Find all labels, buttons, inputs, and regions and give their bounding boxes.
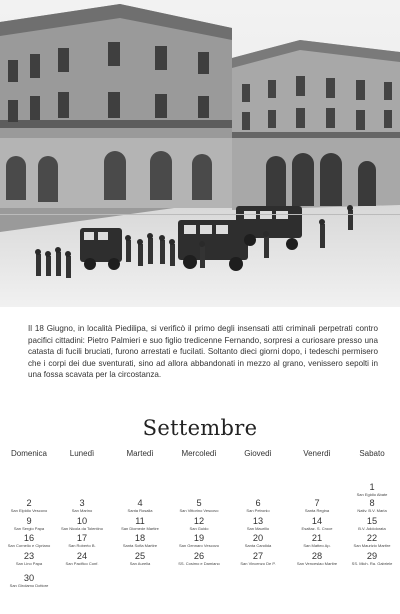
calendar-day	[53, 516, 111, 531]
calendar-day	[288, 533, 346, 548]
photo-caption: Il 18 Giugno, in località Piedilipa, si verificò il primo degli insensati atti criminali perpetrati contro pacifici cittadini: Pietro Palmieri e suo figlio tredicenne Fernando, sorpresi a curiosare presso una catasta di fucili bruciati, furono arrestati e fucilati. Soltanto dieci giorni dopo, i tedeschi permisero che i corpi dei due sventurati, sino ad allora abbandonati in mezzo al grano, venissero sepolti in una fossa scavata per la circostanza.	[28, 324, 378, 380]
saint-name: San Maurizio Martire	[353, 543, 391, 548]
day-number: 4	[137, 498, 143, 508]
saint-name: San Nicola da Tolentino	[61, 526, 103, 531]
saint-name: Santa Regina	[304, 508, 330, 513]
day-number: 8	[369, 498, 375, 508]
saint-name: San Matteo Ap.	[303, 543, 331, 548]
saint-name: San Gennaro Vescovo	[178, 543, 220, 548]
calendar-day	[229, 498, 287, 513]
day-number: 2	[26, 498, 32, 508]
day-number: 25	[134, 551, 146, 561]
saint-name: B.V. Addolorata	[358, 526, 386, 531]
saint-name: San Sergio Papa	[13, 526, 45, 531]
saint-name: Esaltaz. S. Croce	[301, 526, 333, 531]
saint-name: San Elpidio Vescovo	[10, 508, 48, 513]
calendar-day	[288, 516, 346, 531]
day-number: 6	[255, 498, 261, 508]
weekday-header	[0, 449, 400, 463]
day-number: 1	[369, 482, 375, 492]
day-number: 16	[23, 533, 35, 543]
calendar-day	[111, 498, 169, 513]
day-number: 7	[314, 498, 320, 508]
saint-name: San Petronio	[246, 508, 270, 513]
day-number: 5	[196, 498, 202, 508]
calendar-day	[53, 498, 111, 513]
day-number: 15	[366, 516, 378, 526]
saint-name: SS. Mich. Ra. Gabriele	[351, 561, 393, 566]
day-number: 9	[26, 516, 32, 526]
day-number: 19	[193, 533, 205, 543]
saint-name: SS. Cosimo e Damiano	[178, 561, 220, 566]
day-number: 12	[193, 516, 205, 526]
day-number: 14	[311, 516, 323, 526]
saint-name: San Guido	[189, 526, 209, 531]
calendar-day	[343, 551, 400, 566]
calendar-day	[0, 533, 58, 548]
calendar-day	[0, 573, 58, 588]
day-number: 3	[79, 498, 85, 508]
day-number: 30	[23, 573, 35, 583]
saint-name: Nativ. B.V. Maria	[357, 508, 387, 513]
calendar-day	[288, 498, 346, 513]
weekday-saturday: Sabato	[359, 449, 385, 458]
calendar-day	[343, 533, 400, 548]
saint-name: San Egidio Abate	[356, 492, 388, 497]
day-number: 17	[76, 533, 88, 543]
month-title: Settembre	[142, 416, 258, 440]
day-number: 28	[311, 551, 323, 561]
calendar-day	[170, 551, 228, 566]
calendar-day	[111, 551, 169, 566]
weekday-friday: Venerdì	[303, 449, 331, 458]
calendar-day	[170, 516, 228, 531]
calendar-day	[343, 482, 400, 497]
calendar-day	[343, 516, 400, 531]
calendar-day	[229, 516, 287, 531]
calendar-day	[229, 533, 287, 548]
saint-name: San Roberto B.	[68, 543, 96, 548]
day-number: 18	[134, 533, 146, 543]
saint-name: Santa Rosalia	[127, 508, 153, 513]
calendar-day	[229, 551, 287, 566]
saint-name: San Maurilio	[246, 526, 270, 531]
weekday-monday: Lunedì	[69, 449, 95, 458]
saint-name: San Aurelia	[129, 561, 151, 566]
saint-name: Santa Candida	[244, 543, 272, 548]
day-number: 29	[366, 551, 378, 561]
calendar-day	[343, 498, 400, 513]
calendar-day	[170, 498, 228, 513]
weekday-tuesday: Martedì	[126, 449, 154, 458]
saint-name: San Girolamo Dottore	[9, 583, 49, 588]
saint-name: San Marino	[71, 508, 93, 513]
day-number: 13	[252, 516, 264, 526]
saint-name: San Vittorino Vescovo	[179, 508, 219, 513]
calendar-day	[288, 551, 346, 566]
saint-name: San Venceslao Martire	[296, 561, 338, 566]
calendar-day	[0, 498, 58, 513]
calendar-day	[170, 533, 228, 548]
saint-name: San Pacifico Conf.	[65, 561, 99, 566]
day-number: 20	[252, 533, 264, 543]
saint-name: San Diomede Martire	[121, 526, 159, 531]
calendar-day	[53, 551, 111, 566]
saint-name: San Cornelio e Cipriano	[7, 543, 51, 548]
calendar-day	[0, 551, 58, 566]
day-number: 26	[193, 551, 205, 561]
day-number: 24	[76, 551, 88, 561]
calendar-day	[53, 533, 111, 548]
weekday-thursday: Giovedì	[244, 449, 272, 458]
day-number: 23	[23, 551, 35, 561]
day-number: 21	[311, 533, 323, 543]
saint-name: San Lino Papa	[15, 561, 43, 566]
weekday-sunday: Domenica	[10, 449, 47, 458]
day-number: 11	[135, 516, 145, 526]
calendar-day	[111, 533, 169, 548]
day-number: 10	[76, 516, 88, 526]
day-number: 22	[366, 533, 378, 543]
day-number: 27	[252, 551, 264, 561]
saint-name: Santa Sofia Martire	[122, 543, 158, 548]
calendar-grid	[0, 478, 400, 614]
calendar-day	[0, 516, 58, 531]
weekday-wednesday: Mercoledì	[181, 449, 217, 458]
saint-name: San Vincenzo De P.	[240, 561, 276, 566]
calendar-day	[111, 516, 169, 531]
